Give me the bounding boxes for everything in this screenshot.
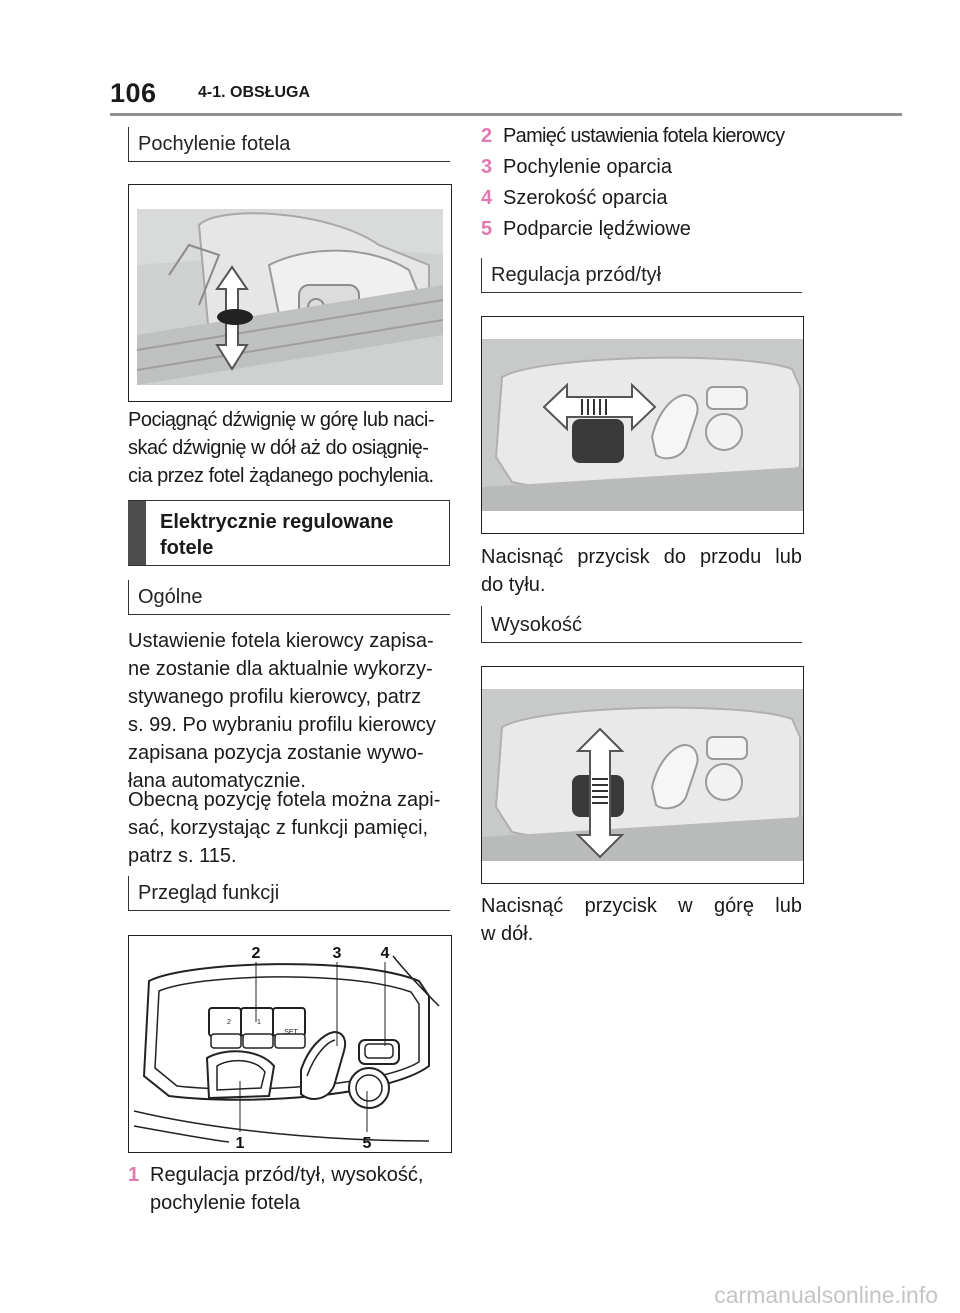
- subheading-function-overview: Przegląd funkcji: [128, 876, 450, 911]
- watermark: carmanualsonline.info: [714, 1282, 938, 1308]
- list-item-2: 2 Pamięć ustawienia fotela kierowcy: [481, 122, 811, 150]
- subheading-fore-aft: Regulacja przód/tył: [481, 258, 802, 293]
- list-item-4: 4 Szerokość oparcia: [481, 184, 811, 212]
- page-number: 106: [110, 78, 157, 108]
- section-heading-electric-seats: Elektrycznie regulowane fotele: [128, 500, 450, 566]
- list-number: 5: [481, 218, 493, 240]
- chapter-title: 4-1. OBSŁUGA: [198, 84, 311, 101]
- callout-2: 2: [251, 945, 261, 962]
- button-1-label: 1: [257, 1019, 261, 1026]
- list-number: 3: [481, 156, 493, 178]
- callout-3: 3: [332, 945, 342, 962]
- list-item-5: 5 Podparcie lędźwiowe: [481, 215, 811, 243]
- list-item-3: 3 Pochylenie oparcia: [481, 153, 811, 181]
- figure-seat-control-panel: [128, 935, 452, 1153]
- list-number: 1: [128, 1164, 140, 1186]
- subheading-height: Wysokość: [481, 606, 802, 643]
- figure-seat-tilt-lever: [128, 184, 452, 402]
- callout-4: 4: [380, 945, 390, 962]
- header-rule: [110, 113, 902, 116]
- section-heading-bar: [128, 501, 146, 565]
- paragraph-driver-profile: Ustawienie fotela kierowcy zapisa- ne zostanie dla aktualnie wykorzy- stywanego profilu kierowcy, patrz s. 99. Po wybraniu profilu kierowcy zapisana pozycja zostanie wywo- łana automatycznie.: [128, 630, 436, 792]
- button-set-label: SET: [284, 1029, 298, 1036]
- list-item-1: 1 Regulacja przód/tył, wysokość, pochylenie fotela: [128, 1161, 450, 1219]
- paragraph-memory: Obecną pozycję fotela można zapi- sać, korzystając z funkcji pamięci, patrz s. 115.: [128, 789, 441, 867]
- paragraph-fore-aft: Nacisnąć przycisk do przodu lub do tyłu.: [481, 546, 802, 596]
- paragraph-tilt-instructions: Pociągnąć dźwignię w górę lub naci- skać dźwignię w dół aż do osiągnię- cia przez fotel żądanego pochylenia.: [128, 409, 435, 487]
- callout-5: 5: [362, 1135, 372, 1152]
- figure-height-adjustment: [481, 666, 804, 884]
- list-number: 2: [481, 125, 493, 147]
- callout-1: 1: [235, 1135, 245, 1152]
- list-number: 4: [481, 187, 493, 209]
- subheading-general: Ogólne: [128, 580, 450, 615]
- paragraph-height: Nacisnąć przycisk w górę lub w dół.: [481, 895, 802, 945]
- figure-fore-aft-adjustment: [481, 316, 804, 534]
- button-2-label: 2: [227, 1019, 231, 1026]
- subheading-seat-tilt: Pochylenie fotela: [128, 127, 450, 162]
